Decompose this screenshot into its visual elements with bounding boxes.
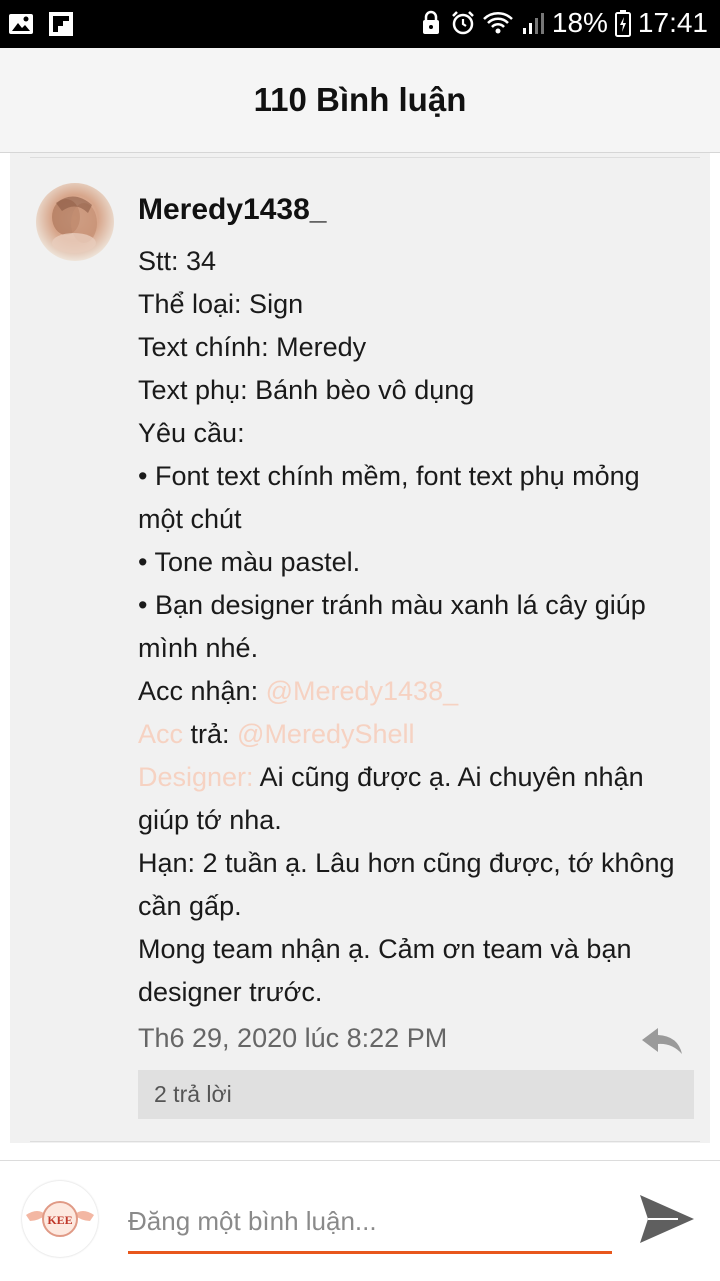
comment-line: mình nhé. [138, 633, 259, 663]
battery-charging-icon [614, 9, 632, 37]
comment-line: Thể loại: Sign [138, 289, 304, 319]
comment-line: Yêu cầu: [138, 418, 245, 448]
svg-text:KEE: KEE [47, 1213, 73, 1227]
mention-link[interactable]: Designer: [138, 762, 254, 792]
comment-timestamp: Th6 29, 2020 lúc 8:22 PM [138, 1023, 448, 1053]
comment-line: • Bạn designer tránh màu xanh lá cây giúp [138, 590, 646, 620]
user-avatar[interactable] [22, 1181, 98, 1257]
acc-tra-label: trả: [183, 719, 238, 749]
signal-icon [520, 9, 546, 37]
send-icon [638, 1193, 696, 1250]
comment-line: giúp tớ nha. [138, 805, 282, 835]
alarm-icon [450, 9, 476, 37]
mention-link[interactable]: @MeredyShell [237, 719, 415, 749]
image-icon [8, 10, 34, 38]
status-bar [0, 0, 720, 48]
comment-line: • Font text chính mềm, font text phụ mỏng [138, 461, 640, 491]
page-title: 110 Bình luận [253, 81, 467, 118]
mention-link[interactable]: @Meredy1438_ [265, 676, 459, 706]
replies-count: 2 trả lời [154, 1081, 232, 1107]
comments-header [0, 48, 720, 153]
acc-nhan-label: Acc nhận: [138, 676, 266, 706]
wifi-icon [482, 9, 514, 37]
lock-icon [418, 9, 444, 37]
comment-line: Mong team nhận ạ. Cảm ơn team và bạn [138, 934, 632, 964]
comment-line: Stt: 34 [138, 246, 217, 276]
comment-line [138, 756, 698, 799]
comment-line [138, 670, 698, 713]
comment-line [138, 713, 698, 756]
comment-line: • Tone màu pastel. [138, 547, 361, 577]
view-replies-button[interactable] [138, 1070, 694, 1119]
designer-text: Ai cũng được ạ. Ai chuyên nhận [253, 762, 644, 792]
comment-author[interactable]: Meredy1438_ [138, 193, 327, 226]
comment-body [138, 240, 698, 1014]
comment-line: designer trước. [138, 977, 323, 1007]
comments-list[interactable] [0, 153, 720, 1160]
comment-line: cần gấp. [138, 891, 242, 921]
send-button[interactable] [636, 1191, 698, 1251]
comment-line: Hạn: 2 tuần ạ. Lâu hơn cũng được, tớ không [138, 848, 675, 878]
avatar[interactable] [36, 183, 114, 261]
compose-bar [0, 1160, 720, 1281]
clock: 17:41 [637, 7, 708, 38]
comment-line: Text phụ: Bánh bèo vô dụng [138, 375, 475, 405]
divider [30, 157, 700, 158]
comment-line: một chút [138, 504, 242, 534]
flipboard-icon [48, 10, 74, 38]
comment-item [10, 153, 710, 1143]
battery-percent: 18% [551, 7, 608, 38]
reply-icon[interactable] [640, 1026, 686, 1056]
comment-input[interactable] [128, 1191, 612, 1254]
mention-link[interactable]: Acc [138, 719, 184, 749]
divider [30, 1141, 700, 1142]
comment-line: Text chính: Meredy [138, 332, 367, 362]
